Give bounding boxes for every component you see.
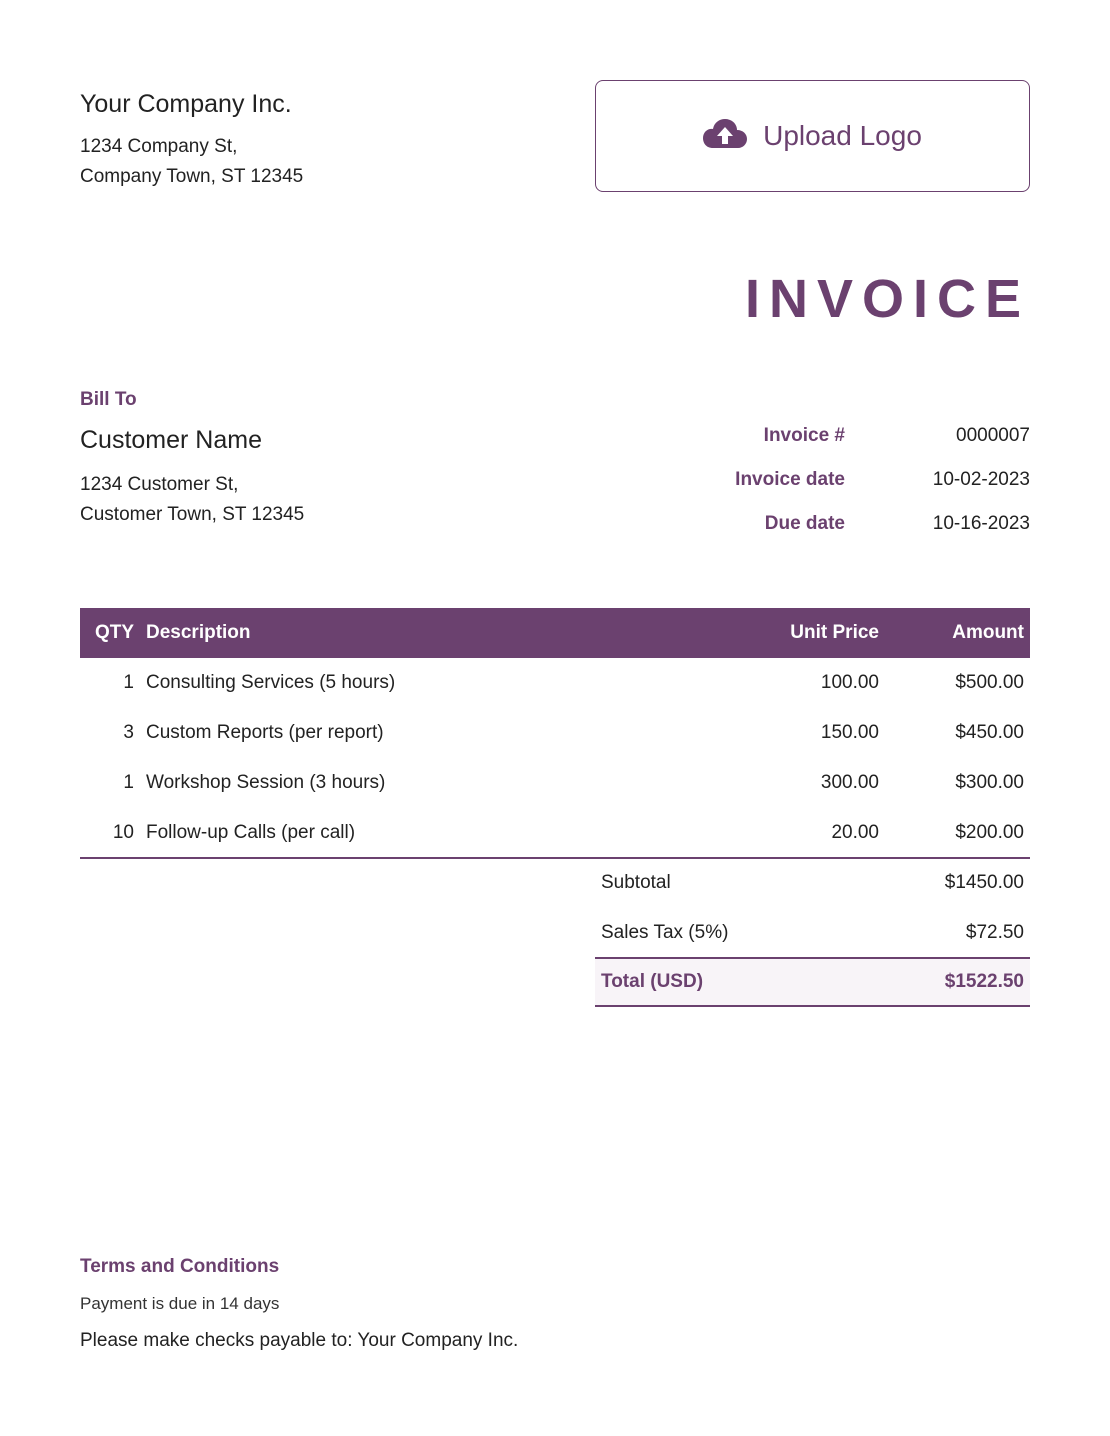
totals-table [595,858,1030,1007]
row-qty[interactable]: 1 [123,772,134,793]
subtotal-label: Subtotal [601,872,671,893]
header-unit-price: Unit Price [715,608,885,658]
header-amount: Amount [885,608,1030,658]
invoice-number-label: Invoice # [763,425,845,446]
company-address-line2[interactable]: Company Town, ST 12345 [80,166,304,187]
company-name[interactable]: Your Company Inc. [80,90,292,118]
due-date-label: Due date [764,513,845,534]
meta-row-invoice-number [600,414,1030,458]
row-unit-price[interactable]: 300.00 [820,772,879,793]
company-address-line1[interactable]: 1234 Company St, [80,136,238,157]
row-amount: $500.00 [955,672,1024,693]
total-label: Total (USD) [595,958,858,1006]
terms-payment-due[interactable]: Payment is due in 14 days [80,1294,280,1313]
cloud-upload-icon [703,118,747,155]
invoice-date-label: Invoice date [735,469,845,490]
table-header-row [80,608,1030,658]
header-qty: QTY [80,608,140,658]
tax-row [595,908,1030,958]
total-row [595,958,1030,1006]
table-row [80,758,1030,808]
subtotal-value: $1450.00 [944,872,1024,893]
total-value: $1522.50 [858,958,1030,1006]
company-address[interactable] [80,132,303,192]
meta-row-due-date [600,502,1030,546]
row-unit-price[interactable]: 100.00 [820,672,879,693]
bill-to-label: Bill To [80,389,137,410]
invoice-date-value[interactable]: 10-02-2023 [932,469,1030,490]
invoice-number-value[interactable]: 0000007 [956,425,1030,446]
customer-address[interactable] [80,470,304,530]
table-row [80,658,1030,708]
due-date-value[interactable]: 10-16-2023 [932,513,1030,534]
invoice-meta [600,414,1030,546]
row-description[interactable]: Custom Reports (per report) [146,722,384,743]
row-qty[interactable]: 3 [123,722,134,743]
row-amount: $300.00 [955,772,1024,793]
customer-name[interactable]: Customer Name [80,426,262,454]
row-unit-price[interactable]: 20.00 [715,808,885,858]
table-row [80,708,1030,758]
tax-label: Sales Tax (5%) [601,921,729,943]
terms-checks-payable[interactable]: Please make checks payable to: Your Company Inc. [80,1330,519,1351]
row-amount: $450.00 [955,722,1024,743]
row-description[interactable]: Workshop Session (3 hours) [146,772,386,793]
invoice-title: INVOICE [744,269,1030,329]
meta-row-invoice-date [600,458,1030,502]
row-unit-price[interactable]: 150.00 [820,722,879,743]
customer-address-line1[interactable]: 1234 Customer St, [80,474,239,495]
header-description: Description [140,608,715,658]
row-qty[interactable]: 1 [123,672,134,693]
upload-logo-label: Upload Logo [763,120,922,151]
row-amount: $200.00 [885,808,1030,858]
row-description[interactable]: Consulting Services (5 hours) [146,672,396,693]
row-description[interactable]: Follow-up Calls (per call) [140,808,715,858]
tax-value: $72.50 [965,921,1024,943]
customer-address-line2[interactable]: Customer Town, ST 12345 [80,504,305,525]
upload-logo-button[interactable] [595,80,1030,192]
subtotal-row [595,858,1030,908]
table-row [80,808,1030,858]
line-items-table [80,608,1030,859]
terms-title: Terms and Conditions [80,1256,280,1277]
row-qty[interactable]: 10 [80,808,140,858]
